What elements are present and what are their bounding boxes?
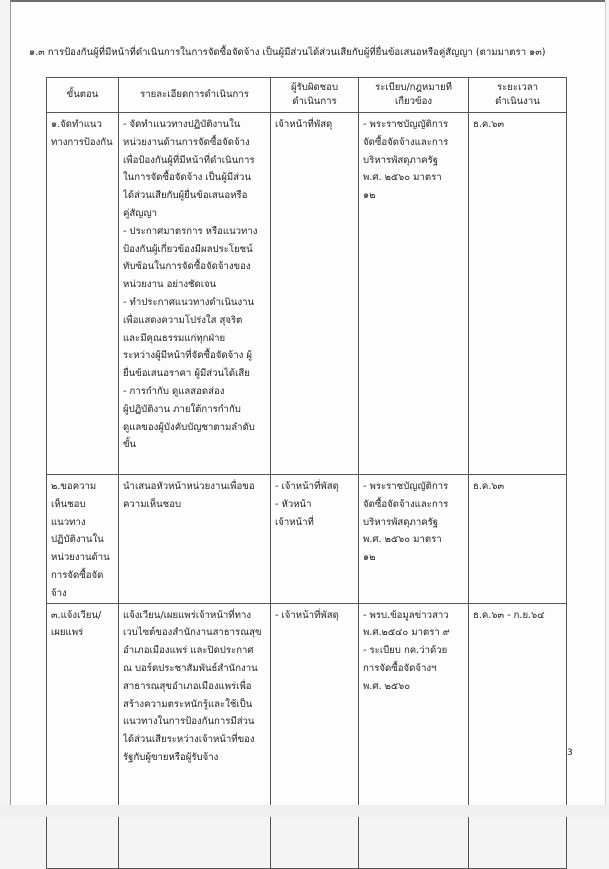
details-text-line: แจ้งเวียน/เผยแพร่เจ้าหน้าที่ทาง <box>123 609 252 621</box>
responsible-text-line: เจ้าหน้าที่พัสดุ <box>275 119 333 130</box>
details-text-line: ได้ส่วนเสียระหว่างเจ้าหน้าที่ของ <box>123 734 255 746</box>
step-text-line: หน่วยงานด้าน <box>51 552 110 564</box>
details-text-line: เพื่อแสดงความโปร่งใส สุจริต <box>123 314 243 326</box>
responsible-text-line: - เจ้าหน้าที่พัสดุ <box>275 609 339 621</box>
page-number: 3 <box>567 748 573 758</box>
scan-margin <box>0 805 609 817</box>
duration-text-line: ธ.ค.๖๓ - ก.ย.๖๔ <box>473 609 545 621</box>
details-text-line: นำเสนอหัวหน้าหน่วยงานเพื่อขอ <box>123 481 255 492</box>
regulation-text-line: จัดซื้อจัดจ้างและการ <box>363 136 449 148</box>
details-text-line: ป้องกันผู้เกี่ยวข้องมีผลประโยชน์ <box>123 243 253 255</box>
details-text-line: - การกำกับ ดูแลสอดส่อง <box>123 385 225 397</box>
details-text-line: ในการจัดซื้อจัดจ้าง เป็นผู้มีส่วน <box>123 172 251 184</box>
duration-text-line: ธ.ค.๖๓ <box>473 481 505 492</box>
cell-step <box>47 113 119 475</box>
details-text-line: เพื่อป้องกันผู้ที่มีหน้าที่ดำเนินการ <box>123 154 255 166</box>
cell-regulation <box>359 113 469 475</box>
details-text-line: ได้ส่วนเสียกับผู้ยื่นข้อเสนอหรือ <box>123 190 248 202</box>
regulation-text-line: - ระเบียบ กค.ว่าด้วย <box>363 645 448 657</box>
cell-regulation <box>359 475 469 604</box>
details-text-line: อำเภอเมืองแพร่ และปิดประกาศ <box>123 645 254 657</box>
responsible-text-line: เจ้าหน้าที่ <box>275 516 314 528</box>
responsible-text-line: - หัวหน้า <box>275 498 312 510</box>
step-text-line: จ้าง <box>51 587 67 599</box>
cell-responsible <box>271 113 359 475</box>
cell-step <box>47 475 119 604</box>
regulation-text-line: พ.ศ. ๒๕๖๐ มาตรา <box>363 172 442 184</box>
details-text-line: หน่วยงานด้านการจัดซื้อจัดจ้าง <box>123 136 250 148</box>
cell-details <box>119 475 271 604</box>
regulation-text-line: ๑๒ <box>363 552 376 564</box>
details-text-line: ดูแลของผู้บังคับบัญชาตามลำดับ <box>123 421 255 433</box>
cell-duration <box>469 113 567 475</box>
duration-text-line: ธ.ค.๖๓ <box>473 119 505 130</box>
details-text-line: - ประกาศมาตรการ หรือแนวทาง <box>123 225 258 237</box>
details-text-line: รัฐกับผู้ขายหรือผู้รับจ้าง <box>123 751 219 763</box>
regulation-text-line: พ.ศ.๒๕๔๐ มาตรา ๙ <box>363 627 450 639</box>
table-row <box>47 603 567 868</box>
details-text-line: ขั้น <box>123 439 137 451</box>
table-row <box>47 113 567 475</box>
step-text-line: ปฏิบัติงานใน <box>51 534 104 546</box>
section-heading: ๑.๓ การป้องกันผู้ที่มีหน้าที่ดำเนินการในการจัดซื้อจัดจ้าง เป็นผู้มีส่วนได้ส่วนเสียกับผู้ที่ยื่นข้อเสนอหรือคู่สัญญา (ตามมาตรา ๑๓) <box>29 47 546 58</box>
header-responsible: ผู้รับผิดชอบ ดำเนินการ <box>271 78 359 113</box>
regulation-text-line: พ.ศ. ๒๕๖๐ <box>363 680 411 692</box>
details-text-line: ความเห็นชอบ <box>123 498 182 510</box>
cell-step <box>47 603 119 868</box>
step-text-line: การจัดซื้อจัด <box>51 569 104 581</box>
details-text-line: ณ บอร์ดประชาสัมพันธ์สำนักงาน <box>123 662 258 674</box>
details-text-line: เวบไซต์ของสำนักงานสาธารณสุข <box>123 627 262 639</box>
header-details: รายละเอียดการดำเนินการ <box>119 78 271 113</box>
header-duration: ระยะเวลา ดำเนินงาน <box>469 78 567 113</box>
document-page <box>10 0 605 807</box>
cell-regulation <box>359 603 469 868</box>
cell-details <box>119 603 271 868</box>
regulation-text-line: - พรบ.ข้อมูลข่าวสาว <box>363 609 449 621</box>
regulation-text-line: พ.ศ. ๒๕๖๐ มาตรา <box>363 534 442 546</box>
step-text-line: เผยแพร่ <box>51 627 84 639</box>
regulation-text-line: การจัดซื้อจัดจ้างฯ <box>363 662 437 674</box>
procedure-table <box>46 77 567 869</box>
table-row <box>47 475 567 604</box>
cell-responsible <box>271 475 359 604</box>
regulation-text-line: บริหารพัสดุภาครัฐ <box>363 516 439 528</box>
regulation-text-line: - พระราชบัญญัติการ <box>363 481 449 492</box>
step-text-line: ทางการป้องกัน <box>51 136 113 148</box>
regulation-text-line: จัดซื้อจัดจ้างและการ <box>363 498 449 510</box>
details-text-line: แนวทางในการป้องกันการมีส่วน <box>123 716 255 728</box>
regulation-text-line: ๑๒ <box>363 190 376 202</box>
step-text-line: ๓.แจ้งเวียน/ <box>51 609 102 621</box>
details-text-line: ยื่นข้อเสนอราคา ผู้มีส่วนได้เสีย <box>123 368 250 380</box>
table-header-row <box>47 78 567 113</box>
cell-duration <box>469 475 567 604</box>
cell-duration <box>469 603 567 868</box>
regulation-text-line: บริหารพัสดุภาครัฐ <box>363 154 439 166</box>
details-text-line: - จัดทำแนวทางปฏิบัติงานใน <box>123 119 241 130</box>
regulation-text-line: - พระราชบัญญัติการ <box>363 119 449 130</box>
cell-responsible <box>271 603 359 868</box>
step-text-line: เห็นชอบ <box>51 498 86 510</box>
step-text-line: ๒.ขอความ <box>51 481 97 492</box>
details-text-line: คู่สัญญา <box>123 207 158 219</box>
details-text-line: ทับซ้อนในการจัดซื้อจัดจ้างของ <box>123 261 251 273</box>
details-text-line: สร้างความตระหนักรู้และใช้เป็น <box>123 698 253 710</box>
details-text-line: ผู้ปฏิบัติงาน ภายใต้การกำกับ <box>123 403 241 415</box>
cell-details <box>119 113 271 475</box>
details-text-line: - ทำประกาศแนวทางดำเนินงาน <box>123 296 255 308</box>
details-text-line: และมีคุณธรรมแก่ทุกฝ่าย <box>123 332 226 344</box>
header-regulation: ระเบียบ/กฎหมายที่ เกี่ยวข้อง <box>359 78 469 113</box>
details-text-line: สาธารณสุขอำเภอเมืองแพร่เพื่อ <box>123 680 252 692</box>
details-text-line: ระหว่างผู้มีหน้าที่จัดซื้อจัดจ้าง ผู้ <box>123 350 252 362</box>
responsible-text-line: - เจ้าหน้าที่พัสดุ <box>275 481 339 492</box>
details-text-line: หน่วยงาน อย่างชัดเจน <box>123 279 217 291</box>
step-text-line: แนวทาง <box>51 516 86 528</box>
header-step: ขั้นตอน <box>47 78 119 113</box>
step-text-line: ๑.จัดทำแนว <box>51 119 102 130</box>
